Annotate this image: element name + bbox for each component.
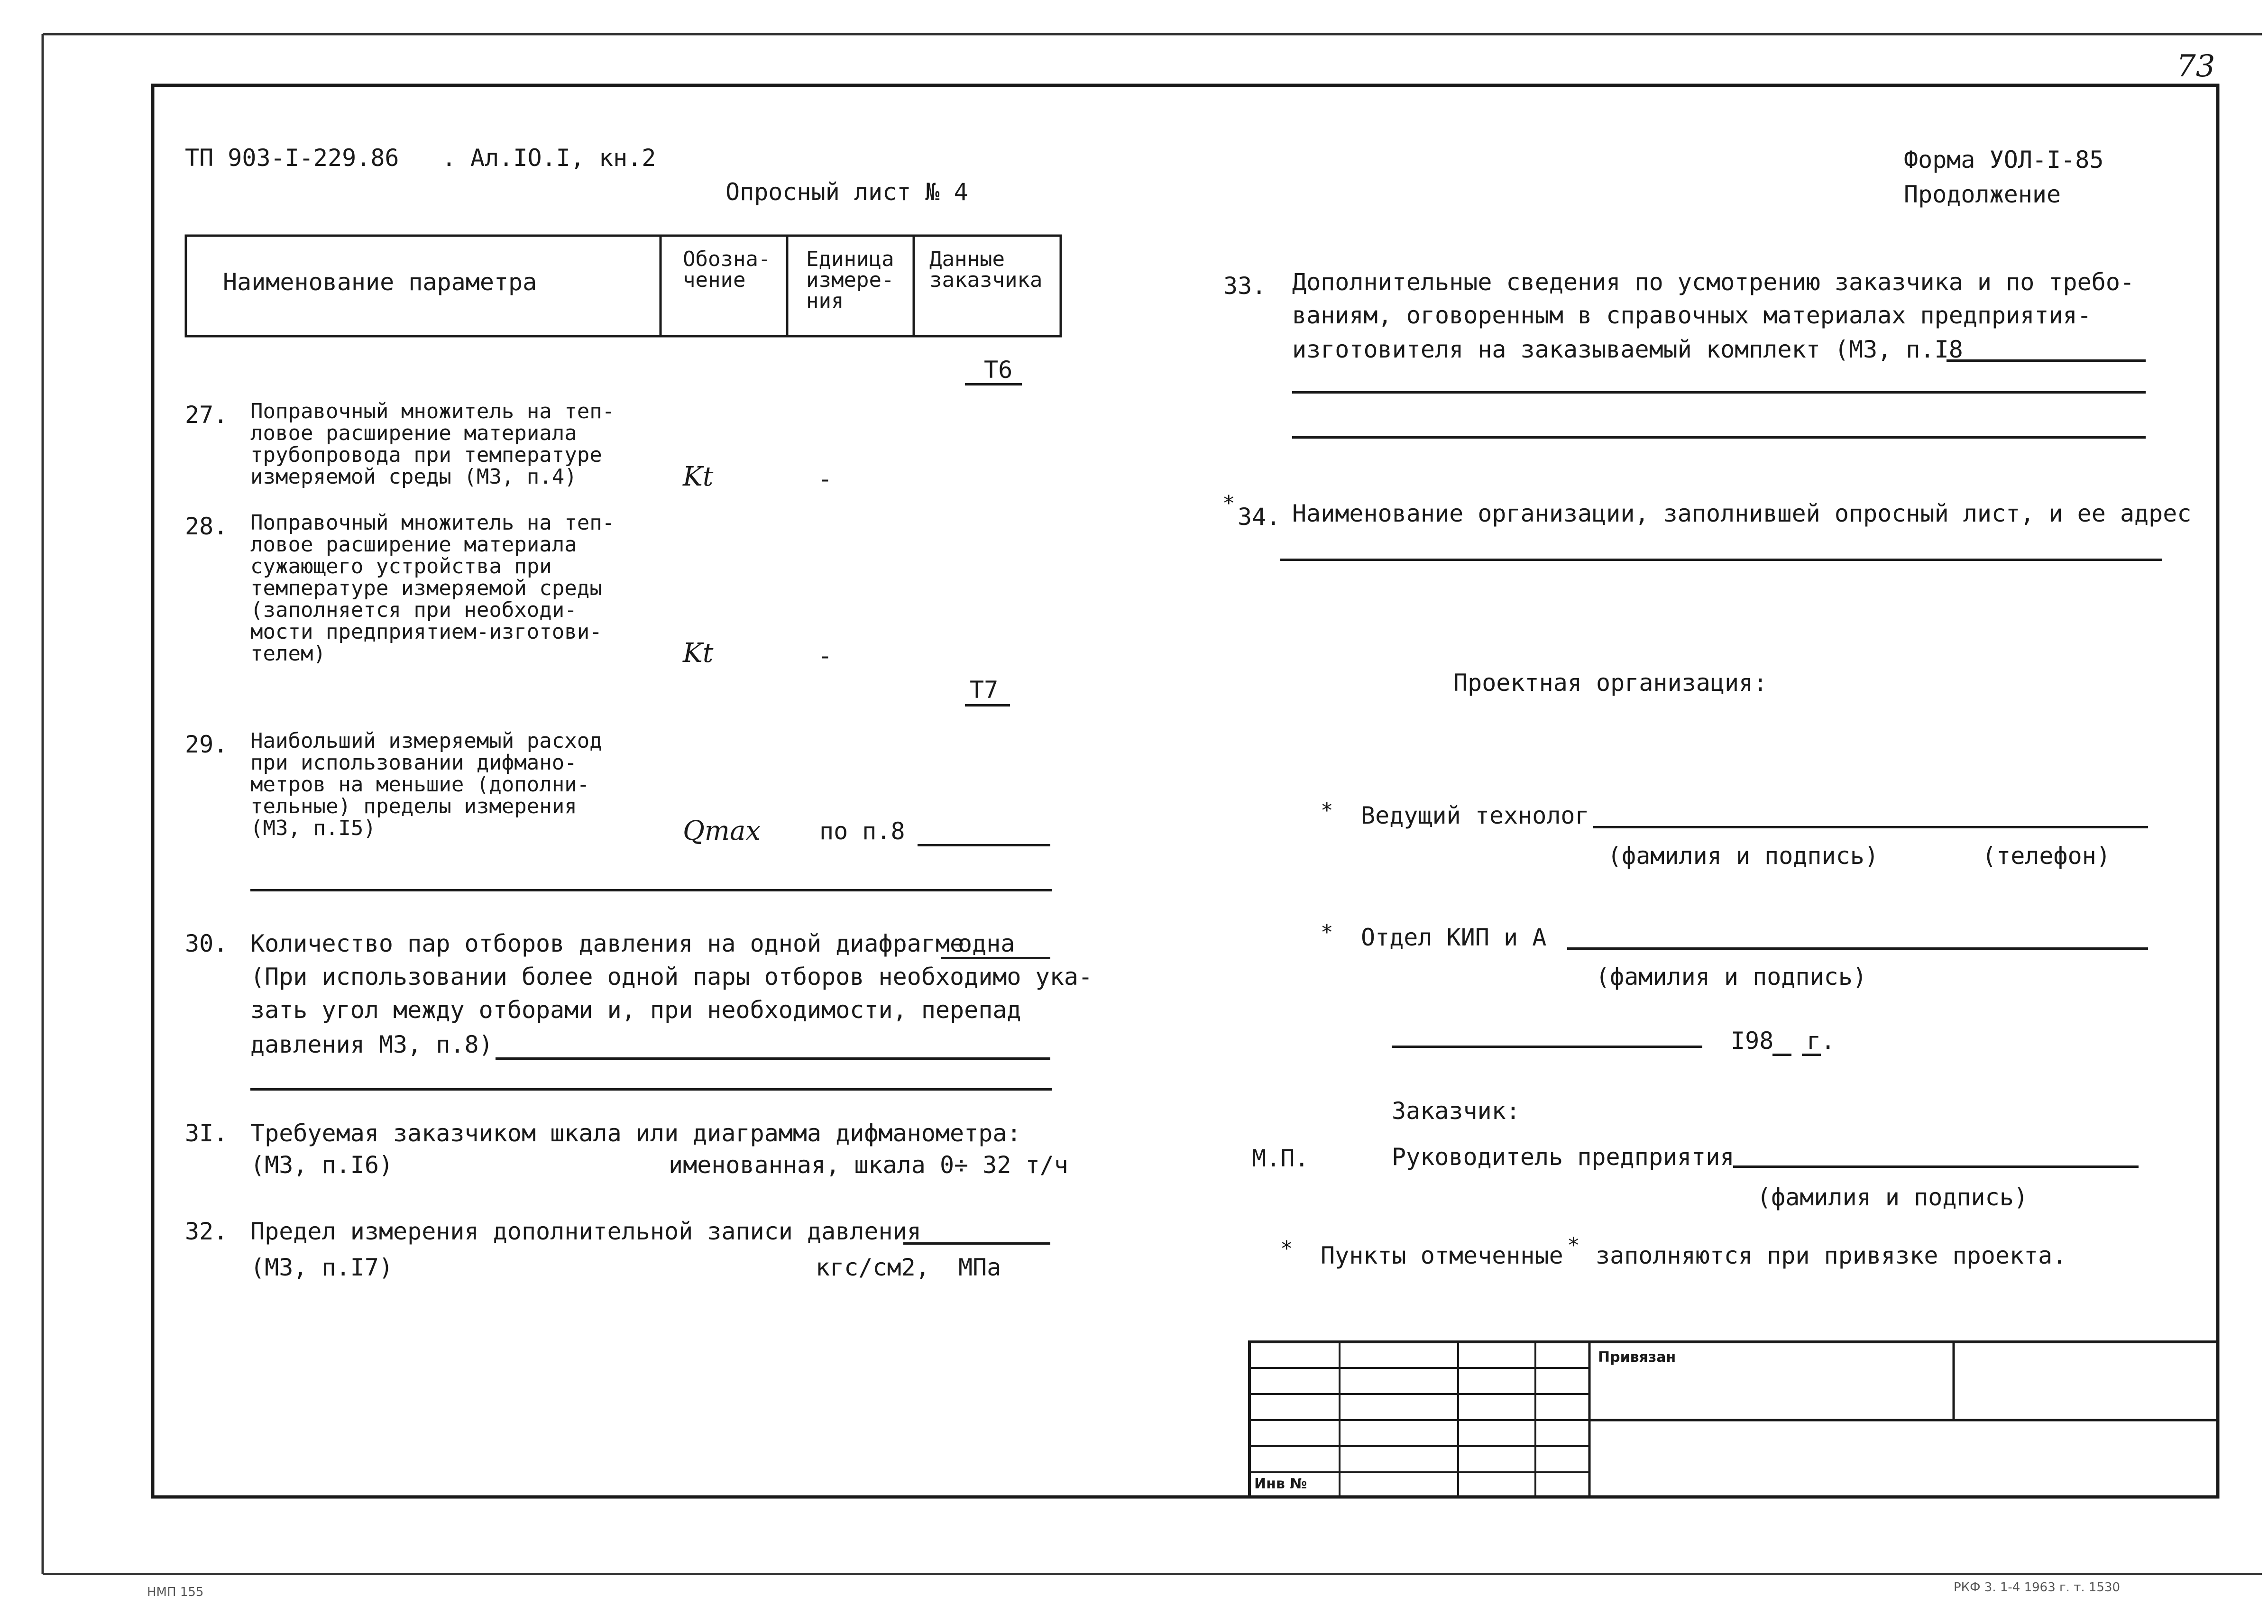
footnote-star: * <box>1280 1237 1293 1261</box>
item-33-line3: изготовителя на заказываемый комплект (МЗ, п.I8 <box>1292 336 1963 363</box>
item-30-line3: зать угол между отборами и, при необходимости, перепад <box>250 996 1021 1024</box>
footnote-text: Пункты отмеченные <box>1321 1242 1563 1269</box>
footnote-inline-star: * <box>1567 1233 1580 1257</box>
item-32-number: 32. <box>185 1218 228 1245</box>
item-27-unit: - <box>818 465 833 493</box>
date-year-suffix-underline <box>1802 1054 1821 1056</box>
item-32-line1: Предел измерения дополнительной записи давления <box>250 1218 921 1245</box>
column-header-unit: Единица измере- ния <box>806 247 894 313</box>
marker-t7-underline <box>965 704 1010 706</box>
item-30-line1: Количество пар отборов давления на одной диафрагме <box>250 930 964 957</box>
date-line[interactable] <box>1392 1046 1702 1048</box>
item-30-line4: давления МЗ, п.8) <box>250 1031 493 1058</box>
print-mark-right: РКФ 3. 1-4 1963 г. т. 1530 <box>1954 1580 2121 1595</box>
item-29-symbol: Qmax <box>683 816 761 846</box>
column-header-designation: Обозна- чение <box>683 247 771 292</box>
form-code: Форма УОЛ-I-85 <box>1904 146 2104 174</box>
item-33-answer-line-1[interactable] <box>1947 359 2146 362</box>
item-30-line2: (При использовании более одной пары отборов необходимо ука- <box>250 963 1093 991</box>
head-name-caption: (фамилия и подпись) <box>1757 1184 2028 1211</box>
item-33-answer-line-2[interactable] <box>1292 391 2146 394</box>
item-34-answer-line[interactable] <box>1280 559 2162 561</box>
item-34-text: Наименование организации, заполнившей опросный лист, и ее адрес <box>1292 500 2192 527</box>
footnote-tail: заполняются при привязке проекта. <box>1596 1242 2067 1269</box>
item-27-symbol: Kt <box>683 461 714 492</box>
stamp-inv-no: Инв № <box>1254 1476 1307 1492</box>
item-30-number: 30. <box>185 930 228 957</box>
item-33-line2: ваниям, оговоренным в справочных материалах предприятия- <box>1292 302 2092 329</box>
item-27-number: 27. <box>185 401 228 429</box>
item-29-value: по п.8 <box>819 817 905 845</box>
item-29-number: 29. <box>185 731 228 758</box>
page-number: 73 <box>2176 49 2215 84</box>
stamp-privyazan: Привязан <box>1598 1349 1676 1366</box>
item-30-answer-line[interactable] <box>941 957 1050 959</box>
kip-sign-line[interactable] <box>1567 947 2148 950</box>
marker-t7: T7 <box>970 676 999 704</box>
column-header-name: Наименование параметра <box>223 268 537 296</box>
continuation-label: Продолжение <box>1904 181 2061 208</box>
kip-star: * <box>1321 920 1333 945</box>
design-org-label: Проектная организация: <box>1453 669 1768 697</box>
item-32-line2: (МЗ, п.I7) <box>250 1254 394 1281</box>
lead-tech-label: Ведущий технолог <box>1361 802 1589 829</box>
item-31-answer: именованная, шкала 0÷ 32 т/ч <box>669 1151 1068 1179</box>
document-code: ТП 903-I-229.86 . Ал.IO.I, кн.2 <box>185 144 656 172</box>
item-33-number: 33. <box>1223 272 1267 300</box>
item-31-line1: Требуемая заказчиком шкала или диаграмма дифманометра: <box>250 1119 1021 1147</box>
item-32-units: кгс/см2, МПа <box>816 1254 1001 1281</box>
lead-tech-phone-caption: (телефон) <box>1982 842 2111 870</box>
item-31-number: 3I. <box>185 1119 228 1147</box>
item-32-answer-line[interactable] <box>903 1242 1050 1245</box>
seal-label: М.П. <box>1252 1145 1309 1172</box>
print-mark-left: НМП 155 <box>147 1585 204 1599</box>
head-label: Руководитель предприятия <box>1392 1143 1735 1171</box>
marker-t6: T6 <box>984 356 1013 384</box>
item-29-answer-line[interactable] <box>918 844 1050 846</box>
date-year-suffix: г. <box>1807 1027 1836 1055</box>
lead-tech-name-caption: (фамилия и подпись) <box>1607 842 1879 870</box>
item-28-text: Поправочный множитель на теп- ловое расширение материала сужающего устройства при температуре измеряемой среды (заполняется при необходи- мости предприятием-изготови- телем) <box>250 511 615 666</box>
marker-t6-underline <box>965 383 1022 385</box>
item-33-line1: Дополнительные сведения по усмотрению заказчика и по требо- <box>1292 268 2135 296</box>
lead-tech-sign-line[interactable] <box>1593 826 2148 828</box>
customer-label: Заказчик: <box>1392 1097 1520 1125</box>
sheet-title: Опросный лист № 4 <box>725 178 968 206</box>
head-sign-line[interactable] <box>1733 1165 2139 1168</box>
item-30-line4-fill[interactable] <box>496 1057 1050 1060</box>
item-30-answer: одна <box>958 930 1015 957</box>
item-29-text: Наибольший измеряемый расход при использовании дифмано- метров на меньшие (дополни- тельные) пределы измерения (МЗ, п.I5) <box>250 729 602 840</box>
item-33-answer-line-3[interactable] <box>1292 436 2146 439</box>
item-34-star: * <box>1222 491 1235 515</box>
item-30-extra-line[interactable] <box>250 1088 1052 1091</box>
kip-dept-label: Отдел КИП и А <box>1361 924 1547 951</box>
item-29-extra-line[interactable] <box>250 889 1052 891</box>
column-header-customer: Данные заказчика <box>929 247 1043 292</box>
item-27-text: Поправочный множитель на теп- ловое расширение материала трубопровода при температуре измеряемой среды (МЗ, п.4) <box>250 399 615 489</box>
item-28-number: 28. <box>185 513 228 540</box>
item-34-number: 34. <box>1238 503 1281 531</box>
item-31-line2: (МЗ, п.I6) <box>250 1151 394 1179</box>
lead-tech-star: * <box>1321 798 1333 823</box>
date-year-fill[interactable] <box>1772 1054 1791 1056</box>
item-28-unit: - <box>818 642 833 670</box>
item-28-symbol: Kt <box>683 638 714 669</box>
kip-name-caption: (фамилия и подпись) <box>1596 963 1867 991</box>
date-year: I98 <box>1731 1027 1774 1055</box>
